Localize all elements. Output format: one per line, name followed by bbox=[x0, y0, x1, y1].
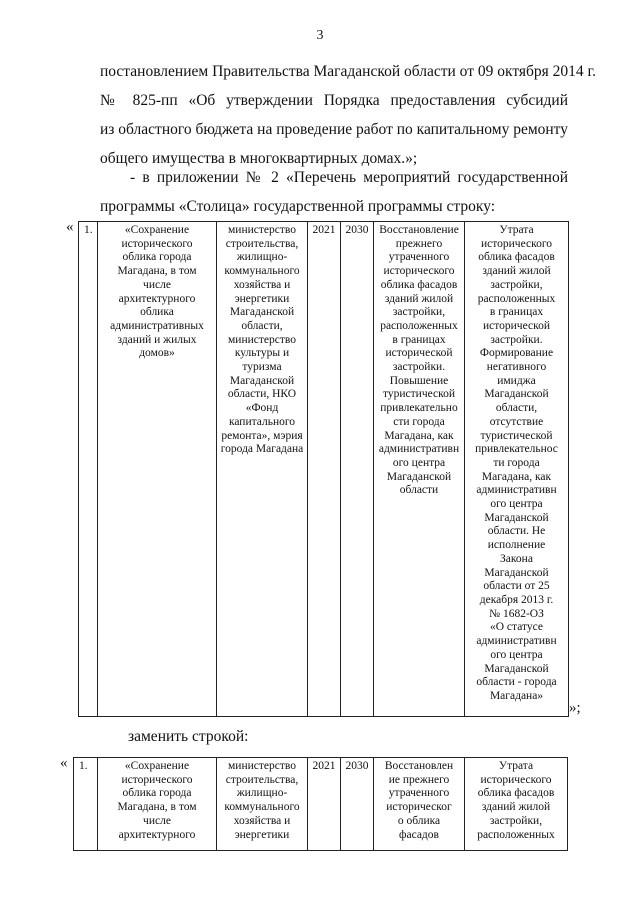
cell-name: «Сохранение исторического облика города Магадана, в том числе архитектурного облика административных зданий и жилых домов» bbox=[98, 222, 217, 717]
cell-consequences: Утрата исторического облика фасадов зданий жилой застройки, расположенных bbox=[465, 758, 568, 851]
old-row-table bbox=[78, 221, 569, 717]
paragraph-line: общего имущества в многоквартирных домах.»; bbox=[100, 150, 418, 167]
paragraph-line: постановлением Правительства Магаданской области от 09 октября 2014 г. bbox=[100, 63, 597, 80]
table-row bbox=[74, 758, 568, 851]
quote-open: « bbox=[66, 219, 74, 235]
page-number: 3 bbox=[316, 28, 324, 43]
cell-year-end: 2030 bbox=[341, 758, 374, 851]
cell-result: Восстановлен ие прежнего утраченного историческог о облика фасадов bbox=[374, 758, 465, 851]
cell-result: Восстановление прежнего утраченного исторического облика фасадов зданий жилой застройки, расположенных в границах исторической застройки. Повышение туристической привлекательно сти города Магадана, как административн ого центра Магаданской области bbox=[374, 222, 465, 717]
cell-number: 1. bbox=[74, 758, 98, 851]
amendment-paragraph bbox=[100, 163, 568, 221]
intro-paragraph bbox=[100, 57, 597, 173]
new-row-table bbox=[73, 757, 568, 851]
cell-name: «Сохранение исторического облика города Магадана, в том числе архитектурного bbox=[98, 758, 217, 851]
quote-close: »; bbox=[569, 700, 581, 716]
replace-label: заменить строкой: bbox=[128, 728, 249, 745]
quote-open: « bbox=[60, 755, 68, 771]
paragraph-line: программы «Столица» государственной программы строку: bbox=[100, 198, 496, 215]
cell-executors: министерство строительства, жилищно- коммунального хозяйства и энергетики Магаданской области, министерство культуры и туризма Магаданской области, НКО «Фонд капитального ремонта», мэрия города Магадана bbox=[217, 222, 308, 717]
paragraph-line: из областного бюджета на проведение работ по капитальному ремонту bbox=[100, 121, 568, 138]
cell-year-start: 2021 bbox=[308, 758, 341, 851]
paragraph-line: - в приложении № 2 «Перечень мероприятий государственной bbox=[130, 169, 568, 186]
table-row bbox=[79, 222, 569, 717]
cell-year-end: 2030 bbox=[341, 222, 374, 717]
cell-executors: министерство строительства, жилищно- коммунального хозяйства и энергетики bbox=[217, 758, 308, 851]
paragraph-line: № 825-пп «Об утверждении Порядка предоставления субсидий bbox=[100, 92, 568, 109]
cell-year-start: 2021 bbox=[308, 222, 341, 717]
cell-number: 1. bbox=[79, 222, 98, 717]
cell-consequences: Утрата исторического облика фасадов зданий жилой застройки, расположенных в границах исторической застройки. Формирование негативного имиджа Магаданской области, отсутствие туристической привлекательнос ти города Магадана, как административн ого центра Магаданской области. Не исполнение Закона Магаданской области от 25 декабря 2013 г. № 1682-ОЗ «О статусе административн ого центра Магаданской области - города Магадана» bbox=[465, 222, 569, 717]
